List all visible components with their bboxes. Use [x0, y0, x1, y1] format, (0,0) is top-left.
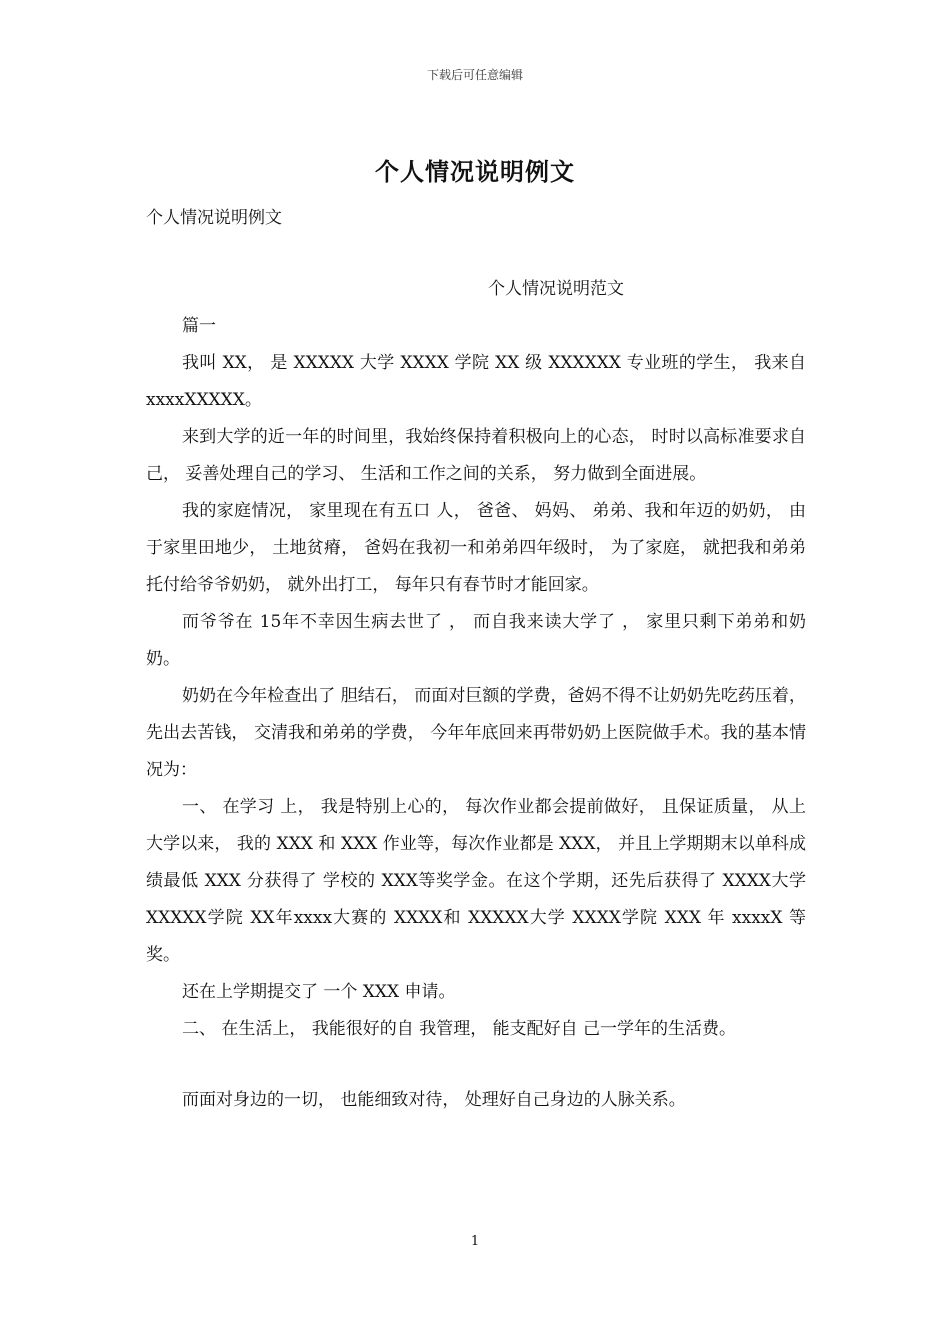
- paragraph-attitude: 来到大学的近一年的时间里，我始终保持着积极向上的心态， 时时以高标准要求自己， 妥善处理自己的学习、 生活和工作之间的关系， 努力做到全面进展。: [146, 427, 806, 484]
- paragraph-study: 一、 在学习 上， 我是特别上心的， 每次作业都会提前做好， 且保证质量， 从上大学以来， 我的 XXX 和 XXX 作业等，每次作业都是 XXX， 并且上学期期末以单科成绩最低 XXX 分获得了 学校的 XXX等奖学金。在这个学期，还先后获得了 XXXX大学 XXXXX学院 XX年xxxx大赛的 XXXX和 XXXXX大学 XXXX学院 XXX 年 xxxxX 等奖。: [146, 797, 806, 965]
- document-subtitle: 个人情况说明例文: [146, 208, 282, 228]
- spacer: [146, 237, 806, 271]
- paragraph-part-label: 篇一: [182, 316, 216, 336]
- section-title: 个人情况说明范文: [488, 279, 624, 299]
- paragraph-grandma: 奶奶在今年检查出了 胆结石， 而面对巨额的学费，爸妈不得不让奶奶先吃药压着， 先出去苦钱， 交清我和弟弟的学费， 今年年底回来再带奶奶上医院做手术。我的基本情况为：: [146, 686, 806, 780]
- document-body: [146, 200, 806, 1119]
- spacer: [146, 1048, 806, 1082]
- paragraph-family: 我的家庭情况， 家里现在有五口 人， 爸爸、 妈妈、 弟弟、我和年迈的奶奶， 由于家里田地少， 土地贫瘠， 爸妈在我初一和弟弟四年级时， 为了家庭， 就把我和弟弟托付给爷爷奶奶， 就外出打工， 每年只有春节时才能回家。: [146, 501, 806, 595]
- page-header-note: 下载后可任意编辑: [426, 68, 523, 82]
- paragraph-application: 还在上学期提交了 一个 XXX 申请。: [182, 982, 456, 1002]
- document-title: 个人情况说明例文: [375, 157, 575, 186]
- paragraph-grandpa: 而爷爷在 15年不幸因生病去世了 ， 而自我来读大学了 ， 家里只剩下弟弟和奶奶。: [146, 612, 806, 669]
- page-number: 1: [470, 1234, 480, 1249]
- paragraph-life: 二、 在生活上， 我能很好的自 我管理， 能支配好自 己一学年的生活费。: [182, 1019, 737, 1039]
- paragraph-relations: 而面对身边的一切， 也能细致对待， 处理好自己身边的人脉关系。: [182, 1090, 686, 1110]
- paragraph-intro: 我叫 XX， 是 XXXXX 大学 XXXX 学院 XX 级 XXXXXX 专业班的学生， 我来自 xxxxXXXXX。: [146, 353, 806, 410]
